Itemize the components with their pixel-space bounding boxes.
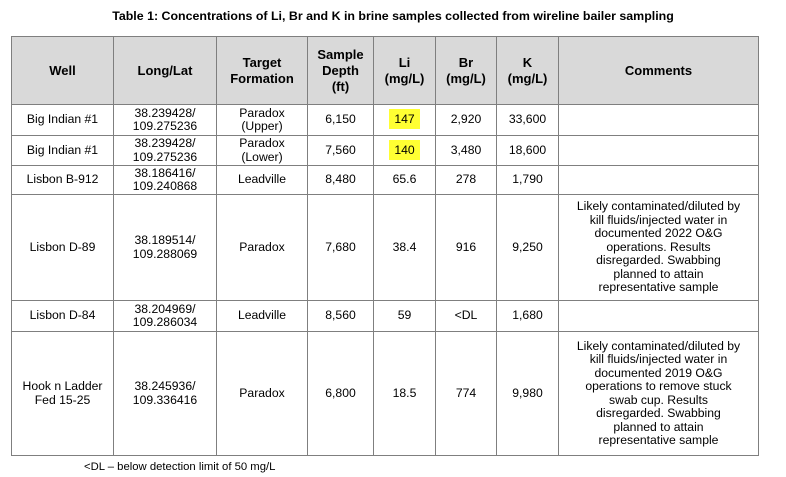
table-row bbox=[12, 301, 759, 332]
cell-li: 59 bbox=[374, 301, 436, 332]
cell-comments: Likely contaminated/diluted by kill fluids/injected water in documented 2019 O&G operations to remove stuck swab cup. Results disregarded. Swabbing planned to attain representative sample bbox=[559, 332, 759, 456]
cell-li: 65.6 bbox=[374, 166, 436, 195]
cell-well: Big Indian #1 bbox=[12, 105, 114, 136]
cell-well: Lisbon B-912 bbox=[12, 166, 114, 195]
header-br: Br (mg/L) bbox=[436, 37, 497, 105]
cell-br: 2,920 bbox=[436, 105, 497, 136]
cell-k: 9,250 bbox=[497, 195, 559, 301]
table-caption: Table 1: Concentrations of Li, Br and K in brine samples collected from wireline bailer sampling bbox=[112, 9, 674, 23]
cell-well: Big Indian #1 bbox=[12, 136, 114, 166]
header-li: Li (mg/L) bbox=[374, 37, 436, 105]
cell-k: 18,600 bbox=[497, 136, 559, 166]
cell-li: 18.5 bbox=[374, 332, 436, 456]
cell-longlat: 38.245936/ 109.336416 bbox=[114, 332, 217, 456]
cell-depth: 6,150 bbox=[308, 105, 374, 136]
table-row bbox=[12, 195, 759, 301]
cell-depth: 7,680 bbox=[308, 195, 374, 301]
li-highlight: 147 bbox=[389, 109, 419, 129]
cell-depth: 7,560 bbox=[308, 136, 374, 166]
table-row bbox=[12, 166, 759, 195]
table-row bbox=[12, 136, 759, 166]
cell-formation: Paradox (Upper) bbox=[217, 105, 308, 136]
header-comments: Comments bbox=[559, 37, 759, 105]
cell-depth: 8,560 bbox=[308, 301, 374, 332]
cell-well: Hook n Ladder Fed 15-25 bbox=[12, 332, 114, 456]
cell-longlat: 38.204969/ 109.286034 bbox=[114, 301, 217, 332]
cell-comments bbox=[559, 166, 759, 195]
cell-well: Lisbon D-84 bbox=[12, 301, 114, 332]
header-target-formation: Target Formation bbox=[217, 37, 308, 105]
cell-longlat: 38.239428/ 109.275236 bbox=[114, 105, 217, 136]
cell-li bbox=[374, 105, 436, 136]
cell-k: 1,790 bbox=[497, 166, 559, 195]
cell-br: 916 bbox=[436, 195, 497, 301]
cell-formation: Leadville bbox=[217, 166, 308, 195]
cell-br: 3,480 bbox=[436, 136, 497, 166]
cell-formation: Paradox bbox=[217, 195, 308, 301]
cell-formation: Leadville bbox=[217, 301, 308, 332]
cell-longlat: 38.189514/ 109.288069 bbox=[114, 195, 217, 301]
header-well: Well bbox=[12, 37, 114, 105]
li-highlight: 140 bbox=[389, 140, 419, 160]
cell-comments bbox=[559, 136, 759, 166]
cell-br: 774 bbox=[436, 332, 497, 456]
header-k: K (mg/L) bbox=[497, 37, 559, 105]
cell-longlat: 38.186416/ 109.240868 bbox=[114, 166, 217, 195]
cell-comments: Likely contaminated/diluted by kill fluids/injected water in documented 2022 O&G operations. Results disregarded. Swabbing planned to attain representative sample bbox=[559, 195, 759, 301]
cell-li: 38.4 bbox=[374, 195, 436, 301]
cell-br: <DL bbox=[436, 301, 497, 332]
cell-br: 278 bbox=[436, 166, 497, 195]
table-row bbox=[12, 105, 759, 136]
footnote: <DL – below detection limit of 50 mg/L bbox=[84, 461, 276, 473]
cell-k: 1,680 bbox=[497, 301, 559, 332]
table-row bbox=[12, 332, 759, 456]
cell-comments bbox=[559, 301, 759, 332]
header-row bbox=[12, 37, 759, 105]
cell-well: Lisbon D-89 bbox=[12, 195, 114, 301]
cell-comments bbox=[559, 105, 759, 136]
cell-formation: Paradox (Lower) bbox=[217, 136, 308, 166]
brine-table bbox=[11, 36, 759, 456]
cell-k: 9,980 bbox=[497, 332, 559, 456]
cell-depth: 8,480 bbox=[308, 166, 374, 195]
cell-li bbox=[374, 136, 436, 166]
cell-depth: 6,800 bbox=[308, 332, 374, 456]
header-sample-depth: Sample Depth (ft) bbox=[308, 37, 374, 105]
cell-longlat: 38.239428/ 109.275236 bbox=[114, 136, 217, 166]
cell-formation: Paradox bbox=[217, 332, 308, 456]
cell-k: 33,600 bbox=[497, 105, 559, 136]
header-longlat: Long/Lat bbox=[114, 37, 217, 105]
